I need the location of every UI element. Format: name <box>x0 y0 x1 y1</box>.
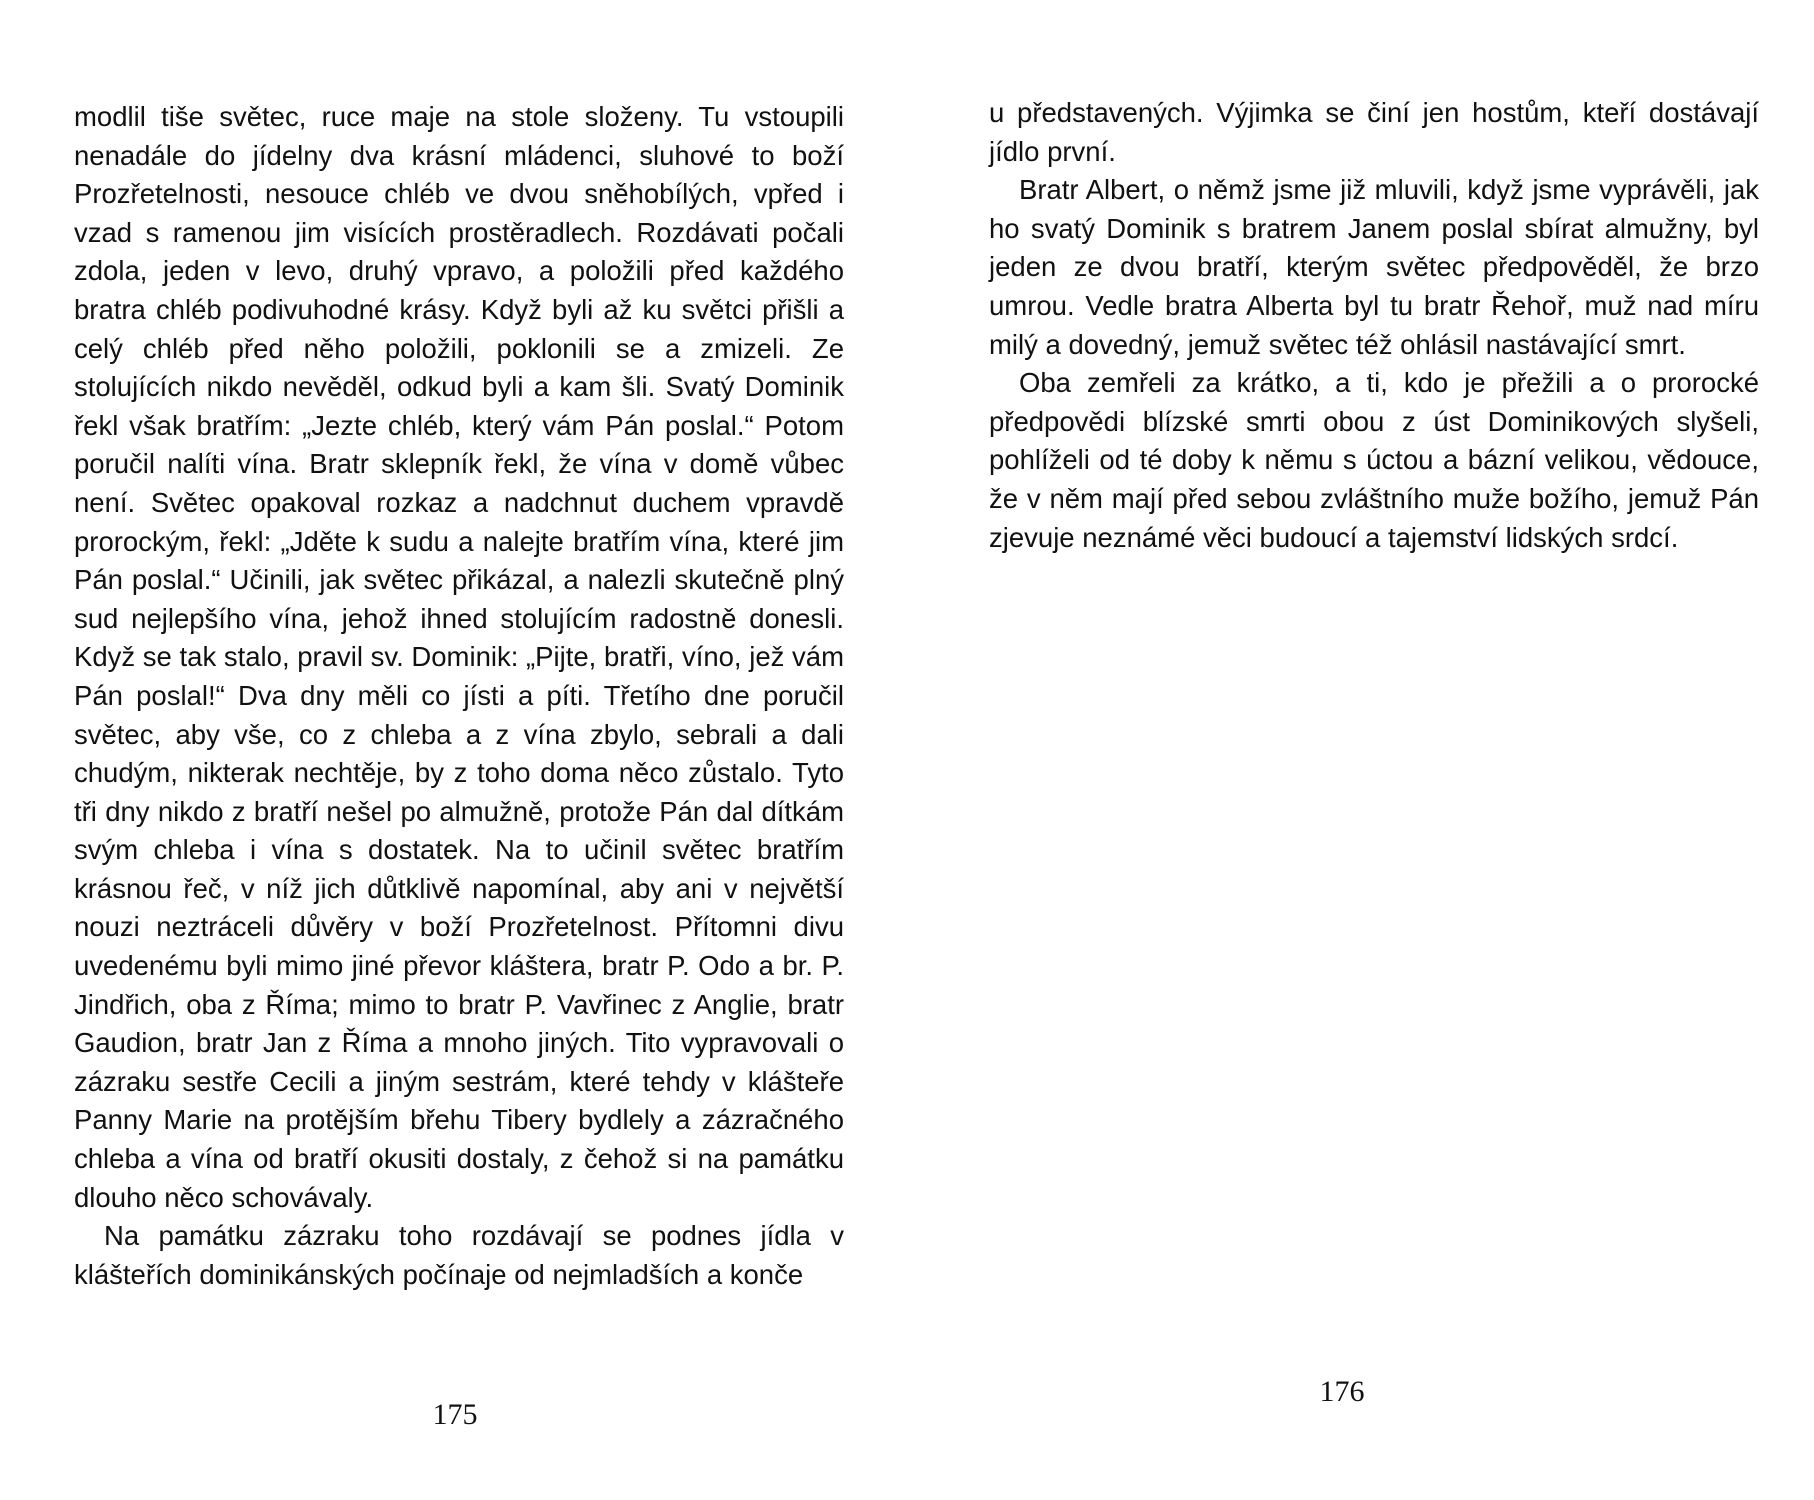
right-paragraph-3: Oba zemřeli za krátko, a ti, kdo je přežili a o prorocké předpovědi blízské smrti obou z úst Dominikových slyšeli, pohlíželi od té doby k němu s úctou a bázní velikou, vědouce, že v něm mají před sebou zvláštního muže božího, jemuž Pán zjevuje neznámé věci budoucí a tajemství lidských srdcí. <box>989 367 1759 553</box>
right-page <box>907 0 1814 1500</box>
left-paragraph-1: modlil tiše světec, ruce maje na stole složeny. Tu vstoupili nenadále do jídelny dva krásní mládenci, sluhové to boží Prozřetelnosti, nesouce chléb ve dvou sněhobílých, vpřed i vzad s ramenou jim visících prostěradlech. Rozdávati počali zdola, jeden v levo, druhý vpravo, a položili před každého bratra chléb podivuhodné krásy. Když byli až ku světci přišli a celý chléb před něho položili, poklonili se a zmizeli. Ze stolujících nikdo nevěděl, odkud byli a kam šli. Svatý Dominik řekl však bratřím: „Jezte chléb, který vám Pán poslal.“ Potom poručil nalíti vína. Bratr sklepník řekl, že vína v domě vůbec není. Světec opakoval rozkaz a nadchnut duchem vpravdě prorockým, řekl: „Jděte k sudu a nalejte bratřím vína, které jim Pán poslal.“ Učinili, jak světec přikázal, a nalezli skutečně plný sud nejlepšího vína, jehož ihned stolujícím radostně donesli. Když se tak stalo, pravil sv. Dominik: „Pijte, bratři, víno, jež vám Pán poslal!“ Dva dny měli co jísti a píti. Třetího dne poručil světec, aby vše, co z chleba a z vína zbylo, sebrali a dali chudým, nikterak nechtěje, by z toho doma něco zůstalo. Tyto tři dny nikdo z bratří nešel po almužně, protože Pán dal dítkám svým chleba i vína s dostatek. Na to učinil světec bratřím krásnou řeč, v níž jich důtklivě napomínal, aby ani v největší nouzi neztráceli důvěry v boží Prozřetelnost. Přítomni divu uvedenému byli mimo jiné převor kláštera, bratr P. Odo a br. P. Jindřich, oba z Říma; mimo to bratr P. Vavřinec z Anglie, bratr Gaudion, bratr Jan z Říma a mnoho jiných. Tito vypravovali o zázraku sestře Cecili a jiným sestrám, které tehdy v klášteře Panny Marie na protějším břehu Tibery bydlely a zázračného chleba a vína od bratří okusiti dostaly, z čehož si na památku dlouho něco schovávaly. <box>74 101 844 1213</box>
left-page-text <box>74 98 844 1294</box>
right-page-text <box>989 94 1759 557</box>
right-paragraph-2: Bratr Albert, o němž jsme již mluvili, když jsme vyprávěli, jak ho svatý Dominik s bratrem Janem poslal sbírat almužny, byl jeden ze dvou bratří, kterým světec předpověděl, že brzo umrou. Vedle bratra Alberta byl tu bratr Řehoř, muž nad míru milý a dovedný, jemuž světec též ohlásil nastávající smrt. <box>989 174 1759 360</box>
left-page-number: 175 <box>432 1398 478 1431</box>
right-paragraph-1: u představených. Výjimka se činí jen hostům, kteří dostávají jídlo první. <box>989 97 1759 167</box>
right-page-number: 176 <box>1319 1375 1365 1408</box>
left-paragraph-2: Na památku zázraku toho rozdávají se podnes jídla v klášteřích dominikánských počínaje od nejmladších a konče <box>74 1220 844 1290</box>
